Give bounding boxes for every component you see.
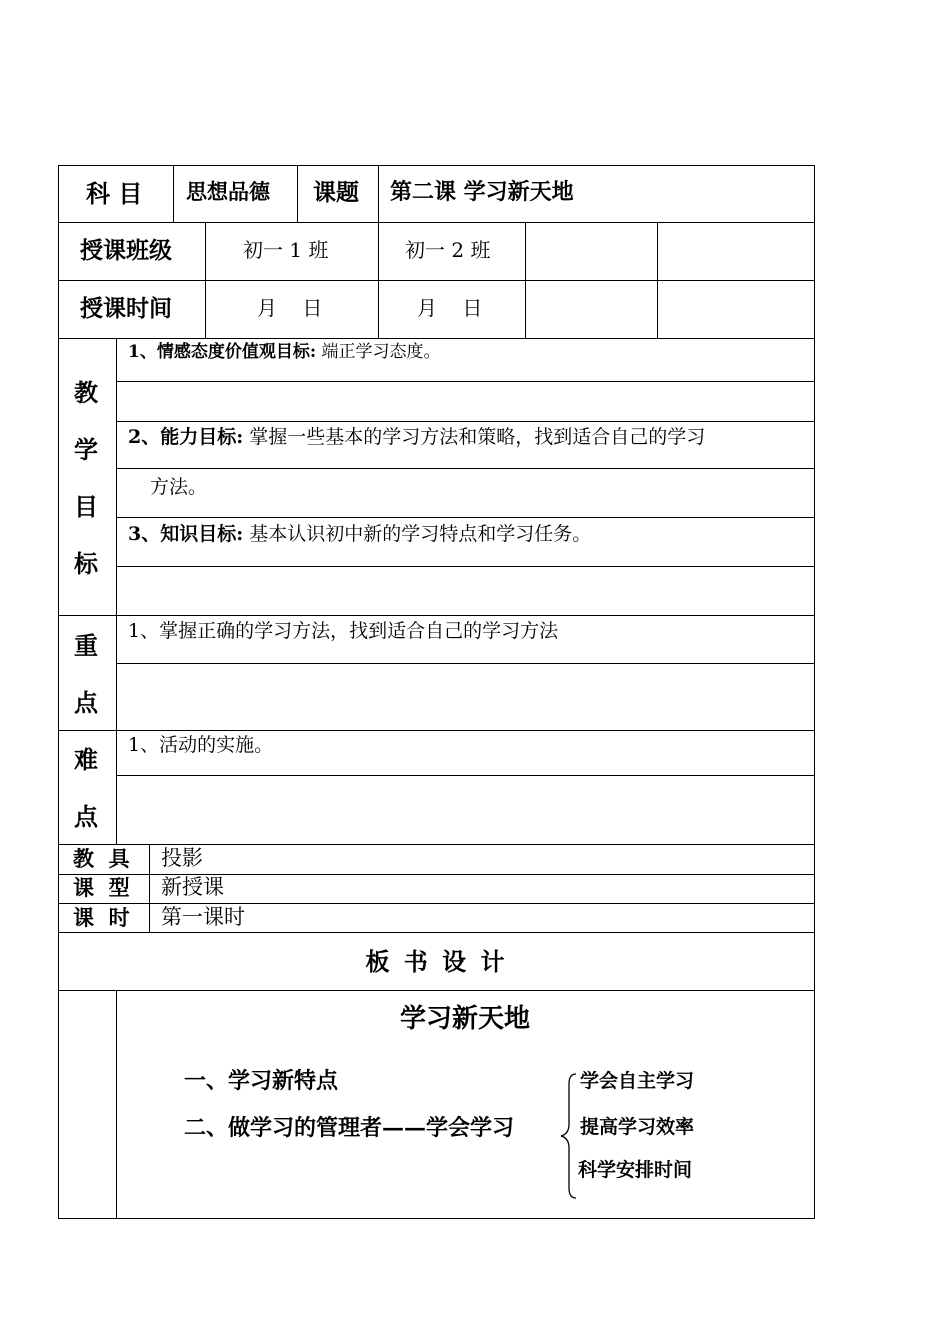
col-divider bbox=[657, 222, 658, 338]
col-divider bbox=[116, 338, 117, 844]
goal-2-label: 2、能力目标: bbox=[128, 426, 244, 448]
board-point-2: 二、做学习的管理者——学会学习 bbox=[184, 1115, 515, 1141]
row-divider bbox=[58, 222, 815, 223]
row-divider bbox=[116, 663, 815, 664]
board-title: 学习新天地 bbox=[399, 1004, 530, 1034]
objectives-label-char: 目 bbox=[74, 493, 98, 521]
class-1: 初一 1 班 bbox=[243, 238, 329, 262]
objectives-label-char: 教 bbox=[74, 379, 98, 407]
goal-1-label: 1、情感态度价值观目标: bbox=[128, 342, 317, 362]
periods-label: 课 时 bbox=[73, 905, 130, 930]
row-divider bbox=[116, 566, 815, 567]
board-branch-1: 学会自主学习 bbox=[580, 1070, 695, 1092]
row-divider bbox=[58, 903, 815, 904]
subject-value: 思想品德 bbox=[186, 179, 270, 204]
goal-1-text: 端正学习态度。 bbox=[321, 342, 441, 362]
key-points-label-char: 重 bbox=[74, 632, 98, 660]
brace-icon bbox=[558, 1072, 580, 1200]
objectives-label-char: 学 bbox=[74, 436, 98, 464]
row-divider bbox=[58, 730, 815, 731]
key-points-text: 1、掌握正确的学习方法，找到适合自己的学习方法 bbox=[128, 620, 559, 642]
tools-value: 投影 bbox=[161, 846, 203, 870]
difficulties-label-char: 难 bbox=[74, 746, 98, 774]
goal-3 bbox=[128, 525, 591, 544]
col-divider bbox=[525, 222, 526, 338]
row-divider bbox=[116, 381, 815, 382]
row-divider bbox=[116, 517, 815, 518]
row-divider bbox=[116, 421, 815, 422]
board-heading: 板 书 设 计 bbox=[365, 947, 508, 976]
table-border-right bbox=[814, 165, 815, 1219]
lesson-type-label: 课 型 bbox=[73, 875, 130, 900]
subject-label: 科 目 bbox=[86, 180, 143, 208]
time-2: 月 日 bbox=[417, 296, 483, 320]
goal-2-text: 掌握一些基本的学习方法和策略，找到适合自己的学习 bbox=[249, 426, 706, 448]
board-branch-3: 科学安排时间 bbox=[578, 1159, 693, 1181]
row-divider bbox=[116, 775, 815, 776]
table-border-top bbox=[58, 165, 815, 166]
row-divider bbox=[58, 932, 815, 933]
table-border-left bbox=[58, 165, 59, 1219]
tools-label: 教 具 bbox=[73, 846, 130, 871]
row-divider bbox=[58, 615, 815, 616]
col-divider bbox=[173, 165, 174, 222]
difficulties-label-char: 点 bbox=[74, 803, 98, 831]
goal-3-text: 基本认识初中新的学习特点和学习任务。 bbox=[249, 523, 592, 545]
row-divider bbox=[116, 468, 815, 469]
difficulties-text: 1、活动的实施。 bbox=[128, 734, 274, 756]
lesson-type-value: 新授课 bbox=[161, 875, 224, 899]
col-divider bbox=[297, 165, 298, 222]
time-1: 月 日 bbox=[257, 296, 323, 320]
topic-label: 课题 bbox=[313, 180, 359, 206]
row-divider bbox=[58, 844, 815, 845]
goal-1 bbox=[128, 344, 441, 361]
topic-value: 第二课 学习新天地 bbox=[390, 179, 574, 205]
col-divider bbox=[378, 222, 379, 338]
row-divider bbox=[58, 990, 815, 991]
key-points-label-char: 点 bbox=[74, 689, 98, 717]
row-divider bbox=[58, 338, 815, 339]
col-divider bbox=[378, 165, 379, 222]
table-border-bottom bbox=[58, 1218, 815, 1219]
objectives-label-char: 标 bbox=[74, 550, 98, 578]
row-divider bbox=[58, 280, 815, 281]
goal-2-continuation: 方法。 bbox=[150, 476, 208, 498]
col-divider bbox=[149, 844, 150, 932]
goal-3-label: 3、知识目标: bbox=[128, 523, 244, 545]
goal-2 bbox=[128, 428, 705, 447]
board-branch-2: 提高学习效率 bbox=[580, 1116, 695, 1138]
class-2: 初一 2 班 bbox=[405, 238, 491, 262]
board-point-1: 一、学习新特点 bbox=[184, 1068, 339, 1094]
periods-value: 第一课时 bbox=[161, 905, 245, 929]
col-divider bbox=[205, 222, 206, 338]
classes-label: 授课班级 bbox=[80, 238, 172, 264]
time-label: 授课时间 bbox=[80, 296, 172, 322]
